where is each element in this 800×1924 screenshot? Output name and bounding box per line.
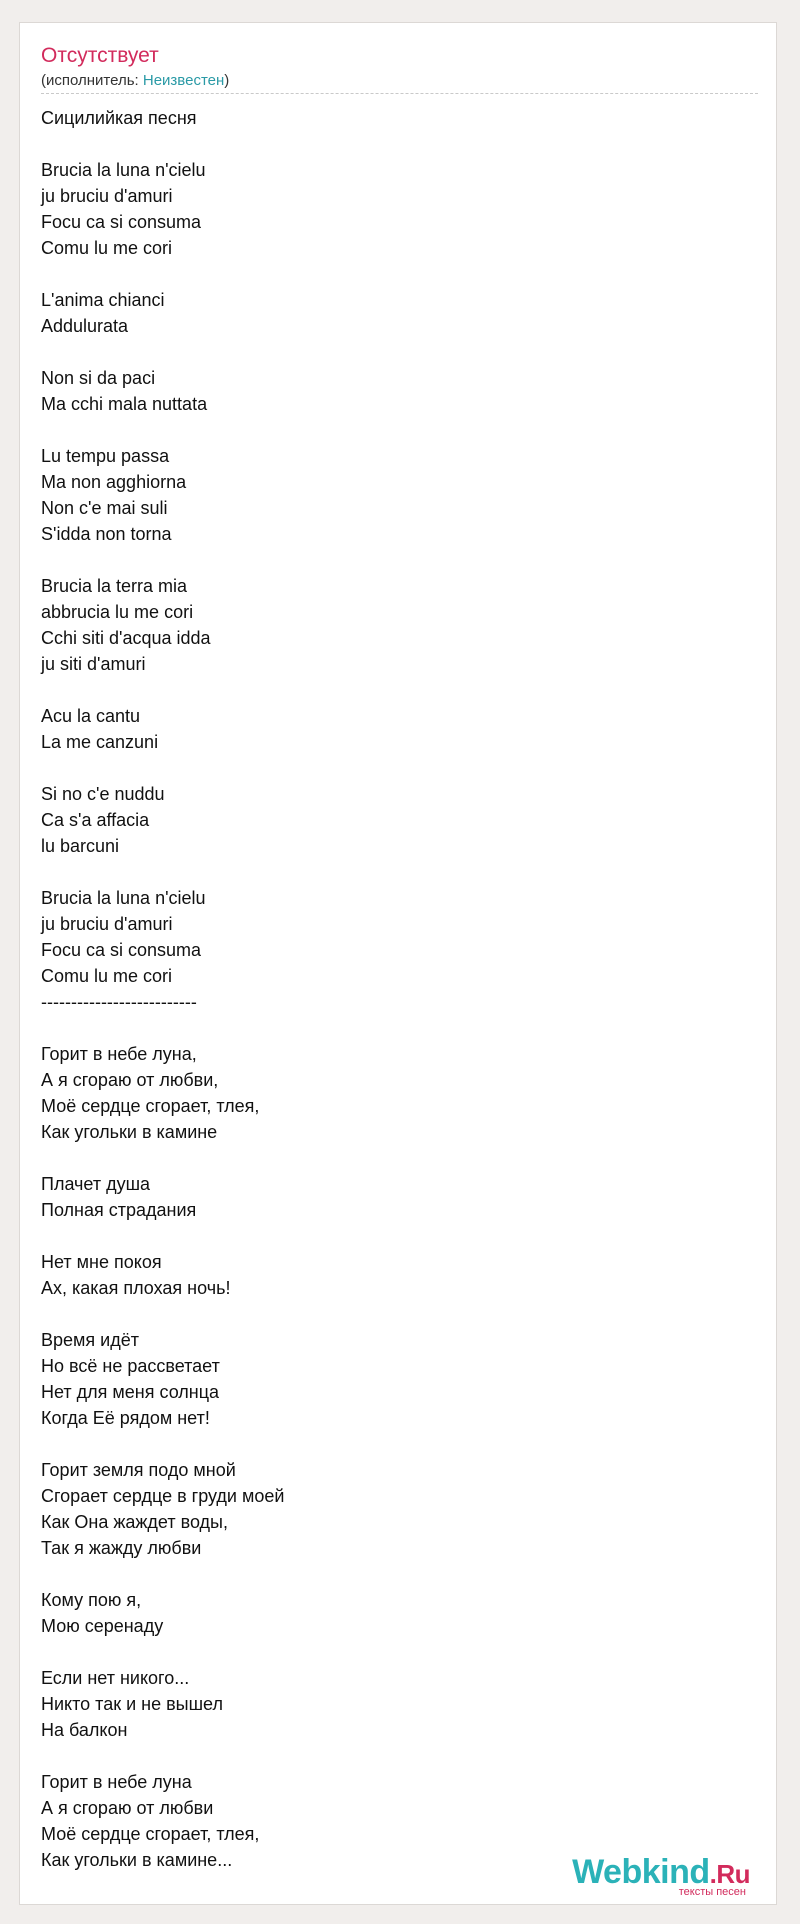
lyric-line: Si no c'e nuddu — [41, 784, 165, 804]
lyric-line: Если нет никого... — [41, 1668, 190, 1688]
site-watermark — [572, 1855, 750, 1898]
lyrics-text — [41, 105, 741, 1873]
lyric-line: Но всё не рассветает — [41, 1356, 220, 1376]
lyric-blank-line — [41, 1639, 741, 1665]
lyric-line: Горит в небе луна — [41, 1772, 192, 1792]
lyric-line: Non c'e mai suli — [41, 498, 168, 518]
lyric-blank-line — [41, 547, 741, 573]
lyrics-card — [19, 22, 777, 1905]
lyric-line: Focu ca si consuma — [41, 940, 202, 960]
artist-prefix: (исполнитель: — [41, 72, 143, 89]
lyric-line: Как угольки в камине... — [41, 1850, 233, 1870]
lyric-blank-line — [41, 417, 741, 443]
lyric-line: ju siti d'amuri — [41, 654, 146, 674]
lyric-line: Полная страдания — [41, 1200, 197, 1220]
lyric-line: La me canzuni — [41, 732, 159, 752]
lyric-line: lu barcuni — [41, 836, 120, 856]
lyric-line: Non si da paci — [41, 368, 156, 388]
lyric-line: Brucia la luna n'cielu — [41, 160, 206, 180]
song-title: Отсутствует — [41, 44, 159, 67]
lyric-blank-line — [41, 261, 741, 287]
lyric-line: Как Она жаждет воды, — [41, 1512, 228, 1532]
lyric-line: А я сгораю от любви — [41, 1798, 214, 1818]
lyric-blank-line — [41, 339, 741, 365]
lyric-line: Горит в небе луна, — [41, 1044, 197, 1064]
lyric-blank-line — [41, 755, 741, 781]
lyric-line: -------------------------- — [41, 992, 197, 1012]
lyric-line: Сгорает сердце в груди моей — [41, 1486, 285, 1506]
lyric-line: ju bruciu d'amuri — [41, 914, 173, 934]
lyric-line: Мою серенаду — [41, 1616, 164, 1636]
lyric-line: А я сгораю от любви, — [41, 1070, 219, 1090]
lyric-line: Acu la cantu — [41, 706, 141, 726]
lyric-blank-line — [41, 859, 741, 885]
watermark-tld: .Ru — [709, 1859, 750, 1889]
lyric-blank-line — [41, 1301, 741, 1327]
lyric-line: Нет мне покоя — [41, 1252, 162, 1272]
artist-line — [41, 72, 229, 90]
lyric-blank-line — [41, 1743, 741, 1769]
lyric-line: Когда Её рядом нет! — [41, 1408, 210, 1428]
lyric-blank-line — [41, 1145, 741, 1171]
lyric-line: Кому пою я, — [41, 1590, 142, 1610]
watermark-subtitle: тексты песен — [678, 1886, 746, 1898]
lyric-line: L'anima chianci — [41, 290, 165, 310]
lyric-blank-line — [41, 1223, 741, 1249]
artist-suffix: ) — [224, 72, 230, 89]
lyric-line: ju bruciu d'amuri — [41, 186, 173, 206]
lyric-line: Нет для меня солнца — [41, 1382, 220, 1402]
lyric-line: Ca s'a affacia — [41, 810, 150, 830]
lyric-line: На балкон — [41, 1720, 128, 1740]
watermark-logo — [572, 1855, 750, 1889]
lyric-line: Lu tempu passa — [41, 446, 170, 466]
lyric-blank-line — [41, 131, 741, 157]
lyric-line: Addulurata — [41, 316, 129, 336]
lyric-line: Никто так и не вышел — [41, 1694, 223, 1714]
watermark-brand: Webkind — [572, 1853, 710, 1891]
artist-link[interactable]: Неизвестен — [142, 72, 225, 89]
lyric-line: Comu lu me cori — [41, 966, 173, 986]
lyric-line: Так я жажду любви — [41, 1538, 202, 1558]
lyric-line: Cchi siti d'acqua idda — [41, 628, 211, 648]
lyric-line: Плачет душа — [41, 1174, 151, 1194]
lyric-blank-line — [41, 1561, 741, 1587]
lyric-line: Ma cchi mala nuttata — [41, 394, 208, 414]
lyric-line: Моё сердце сгорает, тлея, — [41, 1096, 260, 1116]
lyric-line: Ma non agghiorna — [41, 472, 187, 492]
lyric-line: Ах, какая плохая ночь! — [41, 1278, 231, 1298]
lyric-blank-line — [41, 677, 741, 703]
lyric-line: Как угольки в камине — [41, 1122, 218, 1142]
lyric-line: Горит земля подо мной — [41, 1460, 236, 1480]
lyric-line: abbrucia lu me cori — [41, 602, 194, 622]
lyric-line: Brucia la terra mia — [41, 576, 188, 596]
lyric-line: Сицилийкая песня — [41, 108, 197, 128]
lyric-blank-line — [41, 1431, 741, 1457]
lyric-line: Comu lu me cori — [41, 238, 173, 258]
lyric-line: S'idda non torna — [41, 524, 172, 544]
lyric-blank-line — [41, 1015, 741, 1041]
lyric-line: Моё сердце сгорает, тлея, — [41, 1824, 260, 1844]
lyric-line: Focu ca si consuma — [41, 212, 202, 232]
header-divider — [41, 93, 758, 94]
lyric-line: Время идёт — [41, 1330, 139, 1350]
lyric-line: Brucia la luna n'cielu — [41, 888, 206, 908]
